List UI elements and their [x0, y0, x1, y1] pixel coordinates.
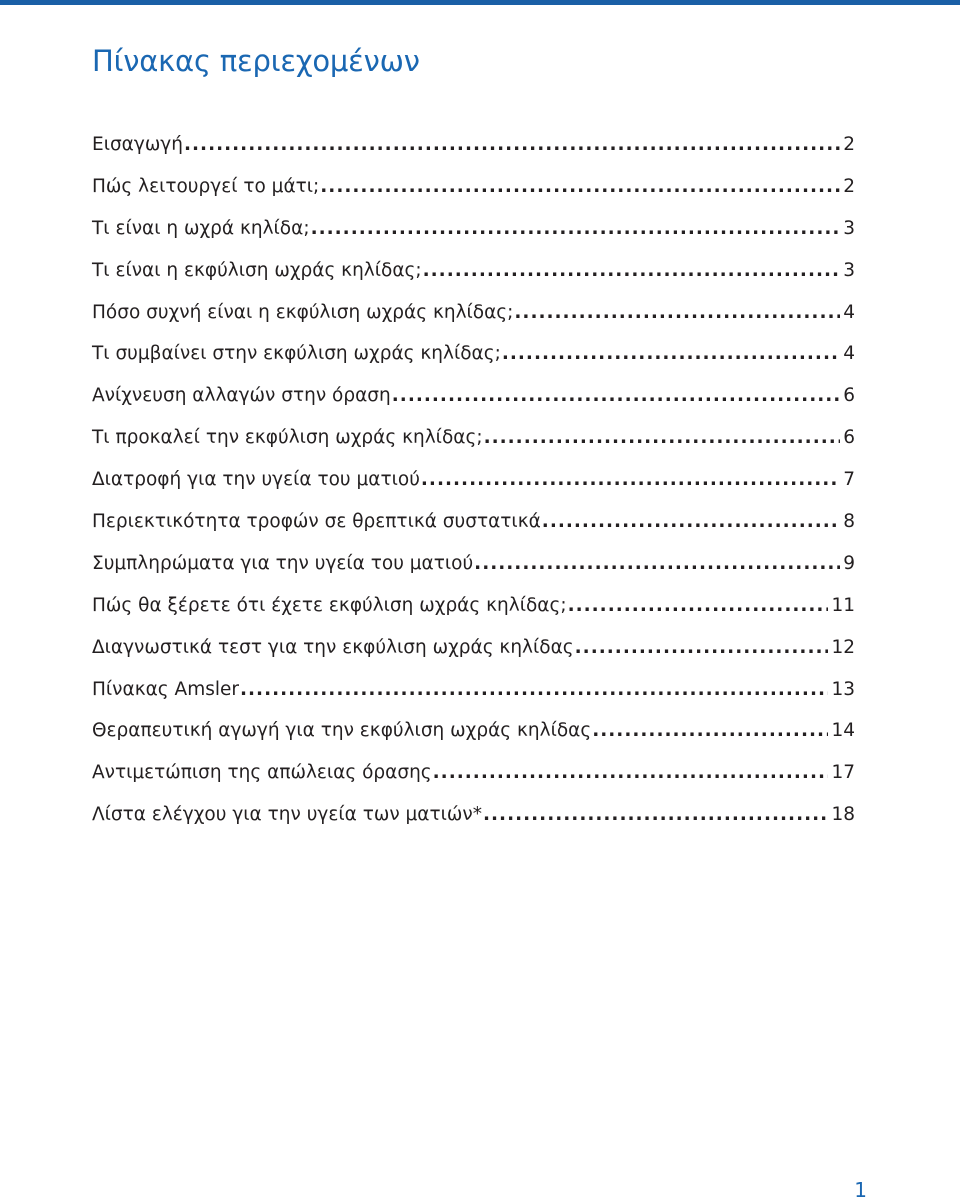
toc-entry-label: Τι είναι η εκφύλιση ωχράς κηλίδας; — [92, 259, 422, 281]
toc-entry-page: 9 — [843, 552, 855, 574]
toc-dot-leader — [433, 762, 829, 783]
toc-entry[interactable] — [92, 427, 855, 469]
toc-entry[interactable] — [92, 804, 855, 846]
toc-entry-label: Διατροφή για την υγεία του ματιού — [92, 469, 420, 491]
toc-entry-page: 13 — [831, 678, 855, 700]
toc-entry[interactable] — [92, 469, 855, 511]
toc-entry-page: 4 — [843, 301, 855, 323]
toc-entry-label: Πώς λειτουργεί το μάτι; — [92, 175, 320, 197]
toc-entry-label: Λίστα ελέγχου για την υγεία των ματιών* — [92, 804, 482, 826]
toc-dot-leader — [311, 218, 841, 239]
toc-dot-leader — [568, 595, 829, 616]
toc-dot-leader — [421, 469, 840, 490]
toc-entry[interactable] — [92, 218, 855, 260]
toc-entry[interactable] — [92, 134, 855, 176]
toc-entry-label: Διαγνωστικά τεστ για την εκφύλιση ωχράς κηλίδας — [92, 636, 574, 658]
toc-dot-leader — [184, 134, 840, 155]
toc-entry[interactable] — [92, 637, 855, 679]
toc-entry[interactable] — [92, 679, 855, 721]
toc-dot-leader — [320, 176, 840, 197]
toc-entry-label: Τι συμβαίνει στην εκφύλιση ωχράς κηλίδας; — [92, 343, 501, 365]
toc-entry[interactable] — [92, 553, 855, 595]
toc-dot-leader — [575, 637, 829, 658]
toc-dot-leader — [592, 720, 828, 741]
toc-dot-leader — [474, 553, 840, 574]
toc-dot-leader — [514, 302, 840, 323]
toc-entry-page: 11 — [831, 594, 855, 616]
toc-dot-leader — [483, 804, 828, 825]
toc-entry-label: Τι είναι η ωχρά κηλίδα; — [92, 217, 310, 239]
toc-entry-page: 3 — [843, 259, 855, 281]
toc-entry-page: 6 — [843, 385, 855, 407]
toc-entry-label: Περιεκτικότητα τροφών σε θρεπτικά συστατικά — [92, 511, 541, 533]
toc-dot-leader — [502, 343, 840, 364]
toc-entry[interactable] — [92, 720, 855, 762]
toc-entry-label: Συμπληρώματα για την υγεία του ματιού — [92, 552, 474, 574]
toc-entry-page: 18 — [831, 804, 855, 826]
toc-entry-label: Πώς θα ξέρετε ότι έχετε εκφύλιση ωχράς κηλίδας; — [92, 594, 567, 616]
toc-entry[interactable] — [92, 302, 855, 344]
toc-entry-label: Εισαγωγή — [92, 134, 183, 155]
top-accent-bar — [0, 0, 960, 5]
toc-dot-leader — [423, 260, 841, 281]
toc-entry-page: 17 — [831, 762, 855, 784]
toc-entry[interactable] — [92, 595, 855, 637]
toc-entry-label: Τι προκαλεί την εκφύλιση ωχράς κηλίδας; — [92, 427, 483, 449]
toc-entry-label: Πόσο συχνή είναι η εκφύλιση ωχράς κηλίδας; — [92, 301, 514, 323]
toc-list — [92, 134, 855, 846]
toc-dot-leader — [392, 385, 840, 406]
toc-entry-label: Αντιμετώπιση της απώλειας όρασης — [92, 762, 432, 784]
toc-entry-page: 3 — [843, 217, 855, 239]
toc-entry[interactable] — [92, 385, 855, 427]
toc-entry[interactable] — [92, 343, 855, 385]
toc-entry[interactable] — [92, 762, 855, 804]
toc-entry-label: Θεραπευτική αγωγή για την εκφύλιση ωχράς κηλίδας — [92, 720, 592, 742]
page-number: 1 — [854, 1178, 867, 1202]
toc-entry[interactable] — [92, 260, 855, 302]
toc-dot-leader — [484, 427, 841, 448]
toc-entry-page: 7 — [843, 469, 855, 491]
toc-entry-page: 2 — [843, 134, 855, 155]
toc-entry[interactable] — [92, 176, 855, 218]
toc-entry[interactable] — [92, 511, 855, 553]
toc-entry-page: 8 — [843, 511, 855, 533]
toc-dot-leader — [240, 679, 828, 700]
toc-entry-page: 2 — [843, 175, 855, 197]
toc-entry-label: Ανίχνευση αλλαγών στην όραση — [92, 385, 391, 407]
toc-entry-page: 4 — [843, 343, 855, 365]
toc-entry-label: Πίνακας Amsler — [92, 678, 239, 700]
toc-dot-leader — [542, 511, 840, 532]
page-title: Πίνακας περιεχομένων — [92, 44, 420, 78]
toc-entry-page: 14 — [831, 720, 855, 742]
toc-entry-page: 6 — [843, 427, 855, 449]
toc-entry-page: 12 — [831, 636, 855, 658]
